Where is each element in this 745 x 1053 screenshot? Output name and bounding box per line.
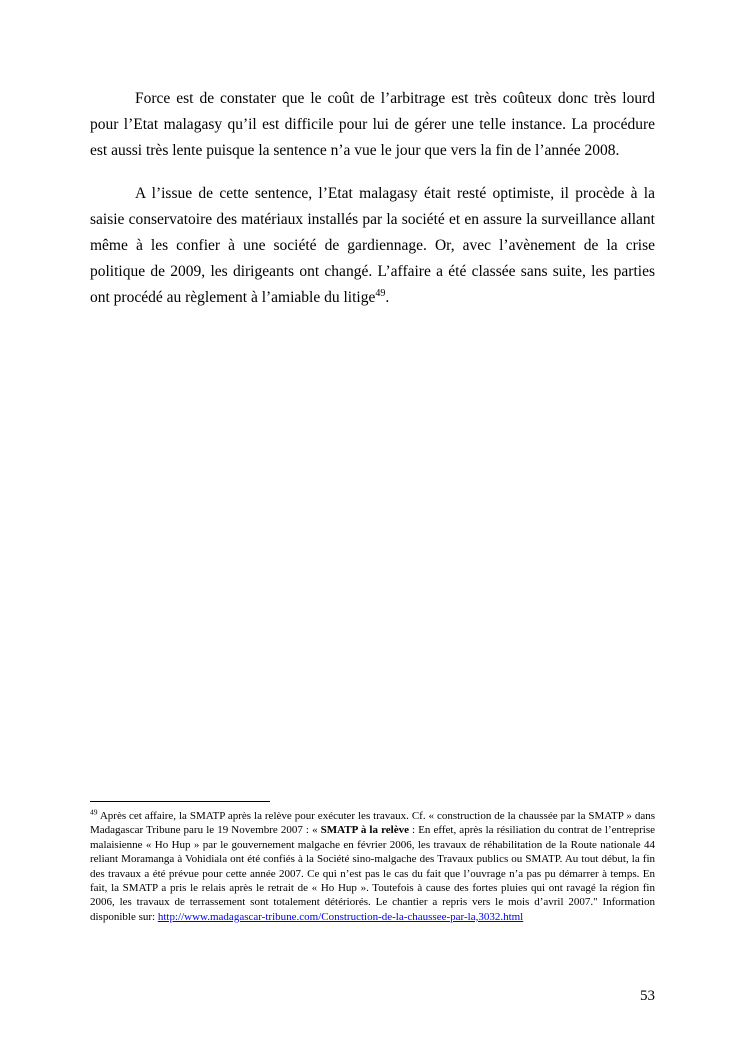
footnote-link[interactable]: http://www.madagascar-tribune.com/Construction-de-la-chaussee-par-la,3032.html: [157, 910, 524, 923]
paragraph-1: Force est de constater que le coût de l’arbitrage est très coûteux donc très lourd pour l’Etat malagasy qu’il est difficile pour lui de gérer une telle instance. La procédure est aussi très lente puisque la sentence n’a vue le jour que vers la fin de l’année 2008.: [90, 90, 655, 159]
paragraph-2: [90, 181, 655, 311]
footnote-reference: 49: [375, 287, 386, 299]
page-number: 53: [640, 988, 655, 1004]
body-text: [90, 86, 655, 311]
paragraph-2-text: A l’issue de cette sentence, l’Etat malagasy était resté optimiste, il procède à la saisie conservatoire des matériaux installés par la société et en assure la surveillance allant même à les confier à une société de gardiennage. Or, avec l’avènement de la crise politique de 2009, les dirigeants ont changé. L’affaire a été classée sans suite, les parties ont procédé au règlement à l’amiable du litige: [90, 185, 655, 306]
footnote-bold-text: SMATP à la relève: [320, 824, 409, 837]
footnote-49: [90, 809, 655, 924]
footnote-section: [90, 801, 655, 924]
footnote-separator: [90, 801, 270, 802]
footnote-text-1: Après cet affaire, la SMATP après la relève pour exécuter les travaux. Cf. « construction de la chaussée par la SMATP » dans Madagascar Tribune paru le 19 Novembre 2007 : «: [90, 810, 655, 837]
paragraph-2-end: .: [385, 289, 390, 306]
footnote-text-2: : En effet, après la résiliation du contrat de l’entreprise malaisienne « Ho Hup » par le gouvernement malgache en février 2006, les travaux de réhabilitation de la Route nationale 44 reliant Moramanga à Vohidiala ont été confiés à la Société sino-malgache des Travaux publics ou SMATP. Au tout début, la fin des travaux a été prévue pour cette année 2007. Ce qui n’est pas le cas du fait que l’ouvrage n’a pas pu démarrer à temps. En fait, la SMATP a pris le relais après le retrait de « Ho Hup ». Toutefois à cause des fortes pluies qui ont ravagé la région fin 2006, les travaux de terrassement sont totalement détériorés. Le chantier a repris vers le mois d’avril 2007." Information disponible sur:: [90, 824, 655, 923]
footnote-marker: 49: [90, 807, 98, 817]
